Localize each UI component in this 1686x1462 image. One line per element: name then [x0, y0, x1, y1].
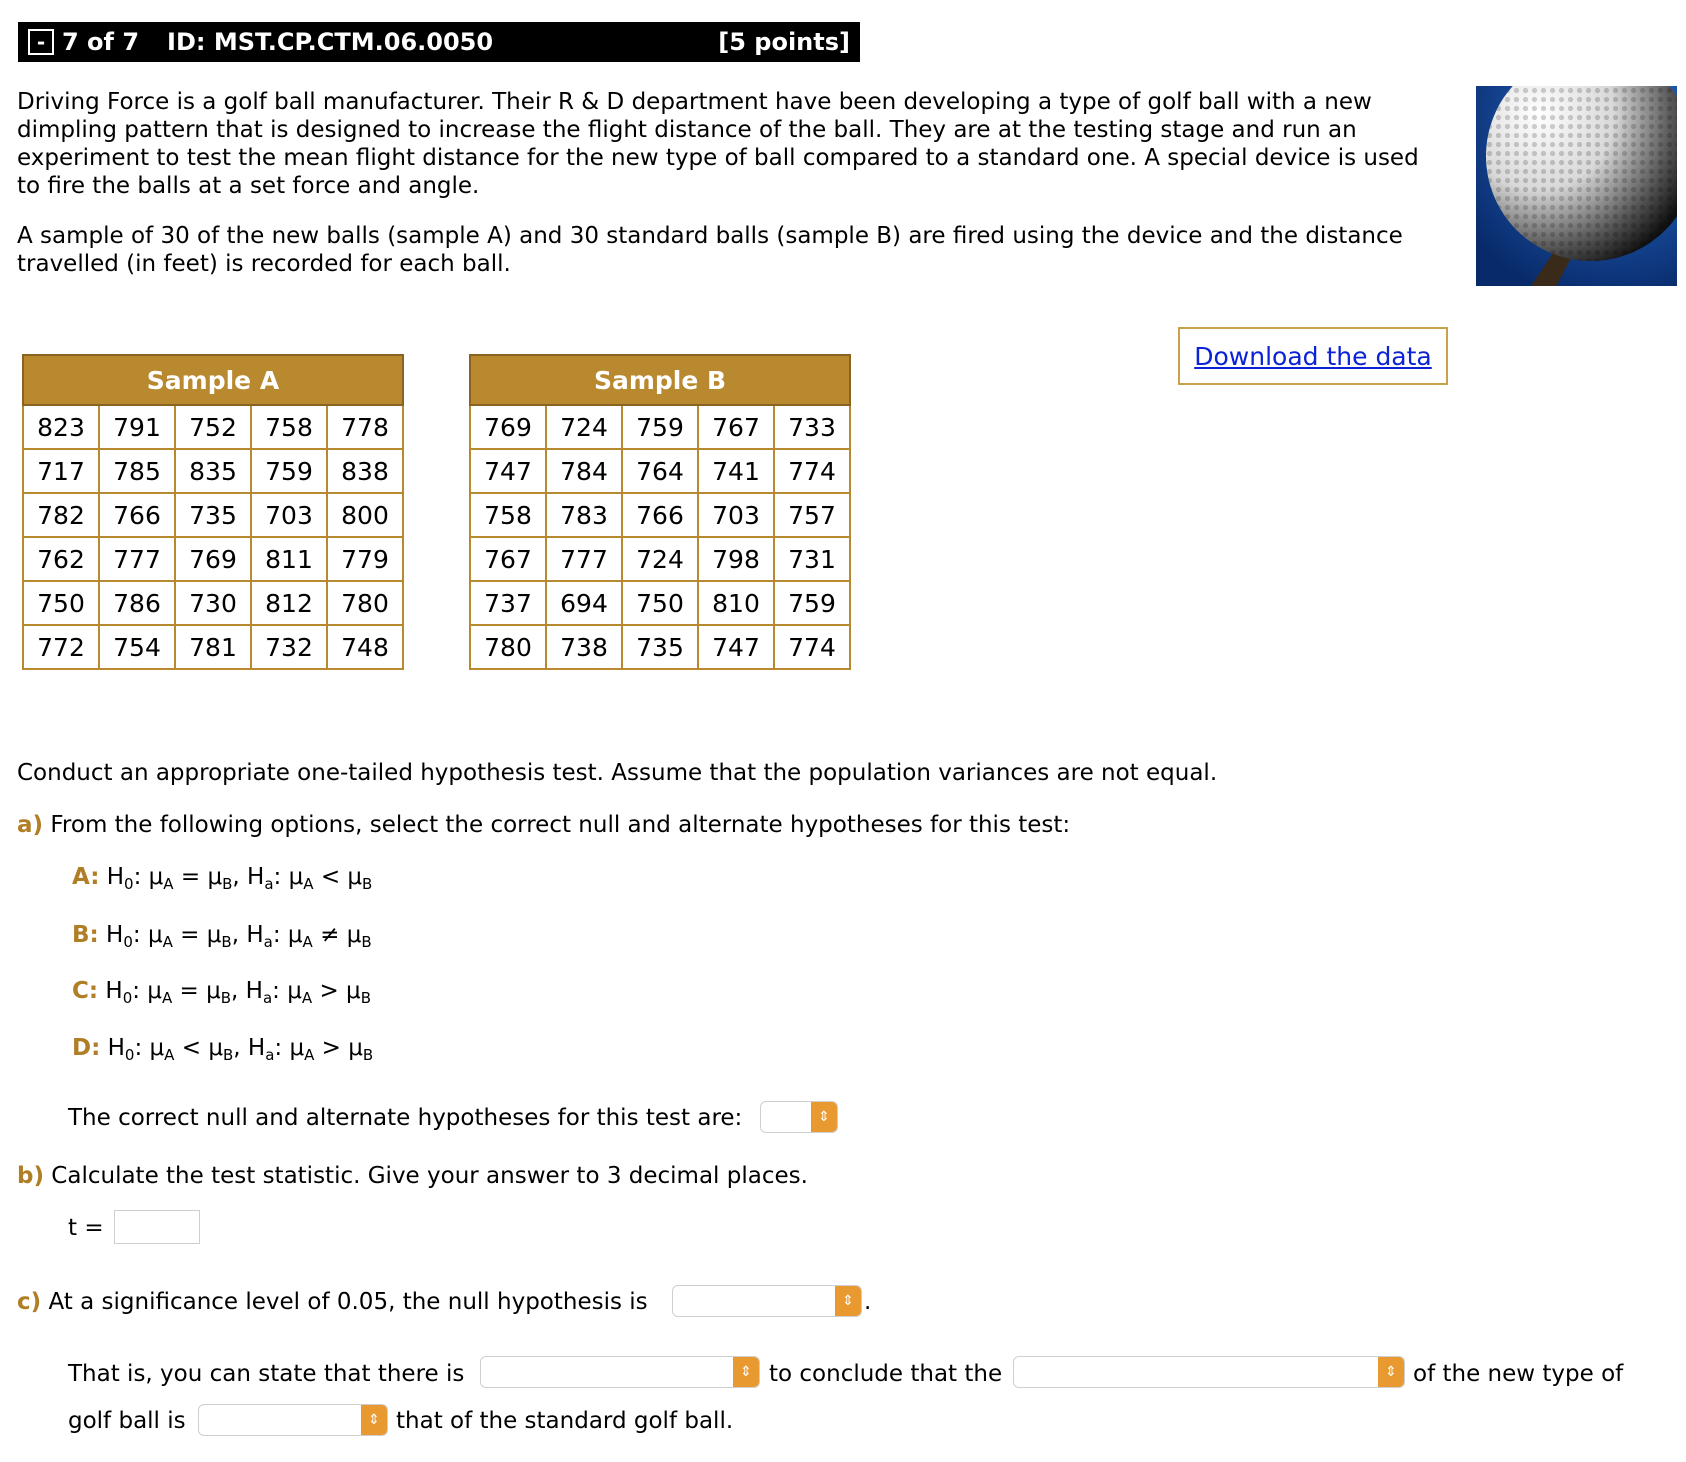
part-c-question [17, 1289, 648, 1315]
select-arrows-icon: ⇕ [811, 1102, 837, 1132]
sample-b-table [469, 354, 851, 670]
table-cell: 786 [99, 581, 175, 625]
table-row [470, 581, 850, 625]
table-row [470, 405, 850, 449]
part-b-question [17, 1163, 808, 1189]
table-cell: 767 [698, 405, 774, 449]
intro-paragraph-1: Driving Force is a golf ball manufacturer. Their R & D department have been developing a type of golf ball with a new dimpling pattern that is designed to increase the flight distance of the ball. They are at the testing stage and run an experiment to test the mean flight distance for the new type of ball compared to a standard one. A special device is used to fire the balls at a set force and angle. [17, 89, 1419, 199]
question-header [18, 22, 860, 62]
test-statistic-input[interactable] [114, 1210, 200, 1244]
table-cell: 747 [470, 449, 546, 493]
table-cell: 779 [327, 537, 403, 581]
select-arrows-icon: ⇕ [361, 1405, 387, 1435]
table-cell: 731 [774, 537, 850, 581]
table-row [23, 449, 403, 493]
table-cell: 778 [327, 405, 403, 449]
table-cell: 735 [175, 493, 251, 537]
table-cell: 767 [470, 537, 546, 581]
points-badge: [5 points] [718, 28, 850, 56]
table-cell: 747 [698, 625, 774, 669]
table-row [23, 405, 403, 449]
table-cell: 769 [175, 537, 251, 581]
table-cell: 800 [327, 493, 403, 537]
sample-a-table [22, 354, 404, 670]
table-row [470, 625, 850, 669]
table-cell: 798 [698, 537, 774, 581]
option-letter: C: [72, 978, 99, 1004]
table-cell: 732 [251, 625, 327, 669]
table-cell: 757 [774, 493, 850, 537]
golf-ball-image [1476, 86, 1677, 286]
table-cell: 823 [23, 405, 99, 449]
part-c-line3-a: golf ball is [68, 1408, 186, 1434]
table-cell: 769 [470, 405, 546, 449]
select-arrows-icon: ⇕ [1378, 1357, 1404, 1387]
table-cell: 785 [99, 449, 175, 493]
part-a-answer-prompt: The correct null and alternate hypotheses for this test are: [68, 1105, 743, 1131]
ha-relation: > [321, 1035, 341, 1061]
table-cell: 738 [546, 625, 622, 669]
comparison-select[interactable] [198, 1404, 388, 1436]
table-cell: 754 [99, 625, 175, 669]
table-cell: 777 [99, 537, 175, 581]
h0-relation: = [180, 864, 201, 890]
table-cell: 780 [470, 625, 546, 669]
table-cell: 784 [546, 449, 622, 493]
option-letter: D: [72, 1035, 101, 1061]
table-cell: 766 [99, 493, 175, 537]
table-cell: 766 [622, 493, 698, 537]
sample-b-title: Sample B [470, 355, 850, 405]
h0-relation: < [181, 1035, 202, 1061]
table-cell: 782 [23, 493, 99, 537]
table-cell: 733 [774, 405, 850, 449]
option-d: D: $H_0$: $\mu_A < \mu_B$, $H_a$: $\mu_A > \mu_B$ [72, 1035, 374, 1064]
t-label: t = [68, 1215, 104, 1241]
table-row [470, 449, 850, 493]
part-c-line2-a: That is, you can state that there is [68, 1361, 465, 1387]
table-cell: 748 [327, 625, 403, 669]
table-cell: 791 [99, 405, 175, 449]
golf-ball-icon [1476, 86, 1677, 286]
table-cell: 717 [23, 449, 99, 493]
table-row [23, 537, 403, 581]
option-a: A: $H_0$: $\mu_A = \mu_B$, $H_a$: $\mu_A < \mu_B$ [72, 864, 373, 893]
table-cell: 762 [23, 537, 99, 581]
part-b-label: b) [17, 1163, 44, 1189]
table-cell: 724 [622, 537, 698, 581]
collapse-button[interactable]: - [28, 29, 54, 55]
table-cell: 735 [622, 625, 698, 669]
option-b: B: $H_0$: $\mu_A = \mu_B$, $H_a$: $\mu_A \ne \mu_B$ [72, 922, 372, 951]
table-cell: 780 [327, 581, 403, 625]
question-intro [17, 88, 1457, 300]
table-cell: 703 [251, 493, 327, 537]
table-cell: 694 [546, 581, 622, 625]
sample-a-title: Sample A [23, 355, 403, 405]
intro-paragraph-2: A sample of 30 of the new balls (sample A) and 30 standard balls (sample B) are fired using the device and the distance travelled (in feet) is recorded for each ball. [17, 223, 1403, 277]
table-cell: 724 [546, 405, 622, 449]
table-cell: 759 [622, 405, 698, 449]
table-cell: 835 [175, 449, 251, 493]
parameter-select[interactable] [1013, 1356, 1405, 1388]
part-c-line2-b: to conclude that the [769, 1361, 1003, 1387]
instruction-text: Conduct an appropriate one-tailed hypothesis test. Assume that the population variances are not equal. [17, 760, 1218, 786]
null-hypothesis-select[interactable] [672, 1285, 862, 1317]
select-arrows-icon: ⇕ [733, 1357, 759, 1387]
part-a-label: a) [17, 812, 44, 838]
h0-relation: = [179, 978, 199, 1004]
part-c-label: c) [17, 1289, 42, 1315]
table-cell: 703 [698, 493, 774, 537]
table-cell: 812 [251, 581, 327, 625]
part-a-question [17, 812, 1070, 838]
table-row [470, 493, 850, 537]
table-cell: 781 [175, 625, 251, 669]
hypotheses-select[interactable] [760, 1101, 838, 1133]
table-row [23, 581, 403, 625]
table-cell: 750 [622, 581, 698, 625]
table-cell: 752 [175, 405, 251, 449]
table-cell: 750 [23, 581, 99, 625]
table-cell: 759 [251, 449, 327, 493]
table-cell: 810 [698, 581, 774, 625]
evidence-select[interactable] [480, 1356, 760, 1388]
table-cell: 783 [546, 493, 622, 537]
table-row [23, 625, 403, 669]
download-data-link[interactable]: Download the data [1194, 341, 1432, 371]
table-cell: 730 [175, 581, 251, 625]
period: . [864, 1289, 872, 1315]
select-arrows-icon: ⇕ [835, 1286, 861, 1316]
question-count: 7 of 7 [62, 28, 140, 56]
part-c-line3-b: that of the standard golf ball. [396, 1408, 734, 1434]
table-cell: 774 [774, 449, 850, 493]
table-cell: 758 [251, 405, 327, 449]
table-cell: 737 [470, 581, 546, 625]
table-row [470, 537, 850, 581]
table-cell: 741 [698, 449, 774, 493]
option-letter: B: [72, 922, 99, 948]
question-id: ID: MST.CP.CTM.06.0050 [167, 28, 494, 56]
table-cell: 758 [470, 493, 546, 537]
option-c: C: $H_0$: $\mu_A = \mu_B$, $H_a$: $\mu_A > \mu_B$ [72, 978, 371, 1007]
part-a-text: From the following options, select the correct null and alternate hypotheses for this test: [50, 812, 1071, 838]
ha-relation: > [319, 978, 339, 1004]
part-c-line2-c: of the new type of [1413, 1361, 1624, 1387]
table-cell: 759 [774, 581, 850, 625]
ha-relation: < [320, 864, 341, 890]
table-cell: 772 [23, 625, 99, 669]
h0-relation: = [180, 922, 200, 948]
table-cell: 811 [251, 537, 327, 581]
part-b-text: Calculate the test statistic. Give your answer to 3 decimal places. [51, 1163, 808, 1189]
download-data-box [1178, 327, 1448, 385]
table-cell: 777 [546, 537, 622, 581]
table-cell: 774 [774, 625, 850, 669]
part-c-text: At a significance level of 0.05, the null hypothesis is [48, 1289, 648, 1315]
option-letter: A: [72, 864, 100, 890]
table-cell: 764 [622, 449, 698, 493]
table-cell: 838 [327, 449, 403, 493]
table-row [23, 493, 403, 537]
ha-relation: ≠ [320, 922, 340, 948]
